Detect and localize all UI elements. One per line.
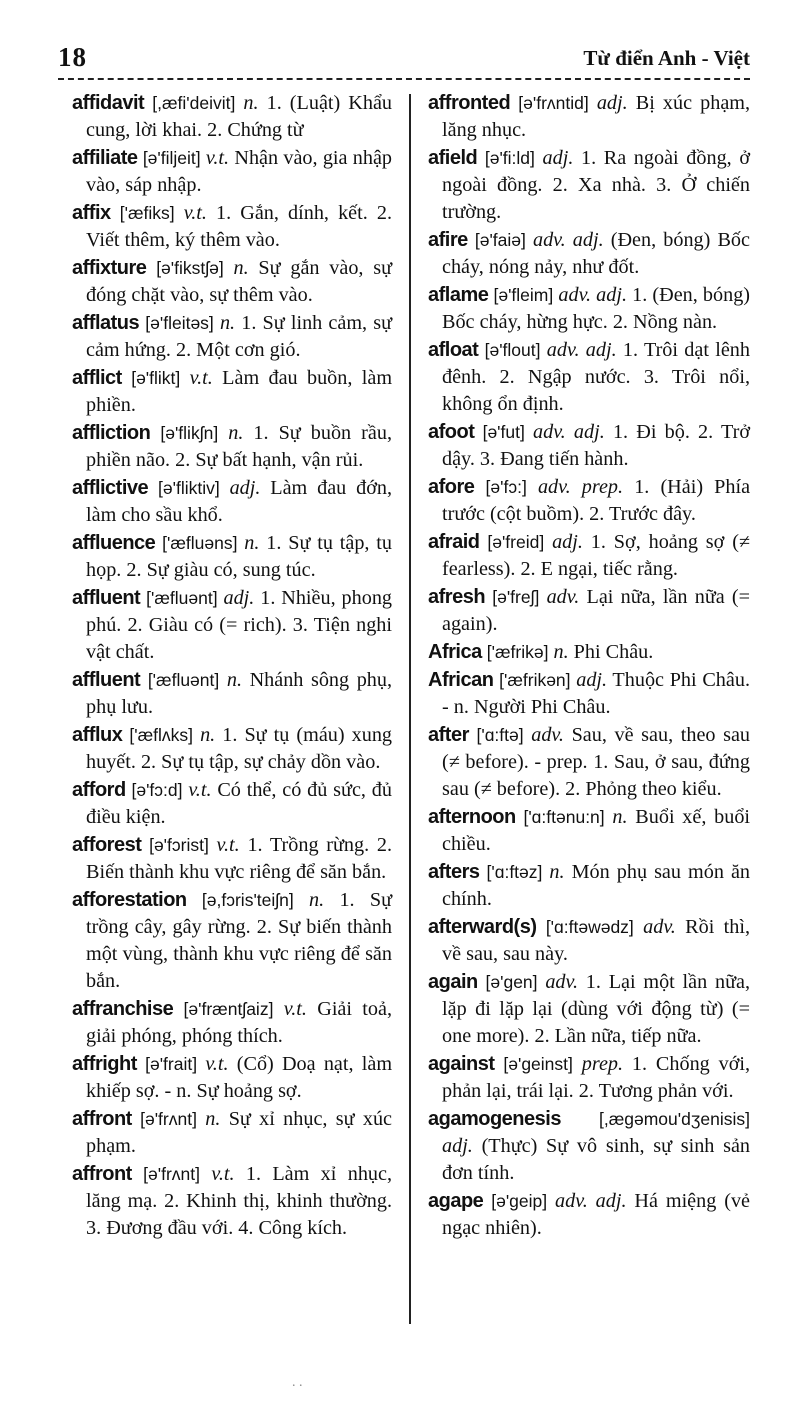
- definition: Sự gắn vào, sự đóng chặt vào, sự thêm vào.: [86, 257, 393, 306]
- headword: affliction: [72, 422, 151, 444]
- headword: Africa: [428, 641, 482, 663]
- part-of-speech: v.t.: [211, 1163, 235, 1185]
- part-of-speech: n.: [612, 806, 628, 828]
- part-of-speech: n.: [226, 669, 242, 691]
- definition: Há miệng (vẻ ngạc nhiên).: [442, 1190, 751, 1239]
- dictionary-entry: [428, 914, 750, 968]
- dictionary-entry: [72, 420, 392, 474]
- definition: 1. (Luật) Khẩu cung, lời khai. 2. Chứng từ: [86, 92, 393, 141]
- pronunciation: [ə'fi:ld]: [484, 148, 535, 168]
- running-head: Từ điển Anh - Việt: [583, 46, 750, 70]
- part-of-speech: adv.: [531, 724, 564, 746]
- pronunciation: [ə'fleim]: [493, 285, 554, 305]
- definition: Nhận vào, gia nhập vào, sáp nhập.: [86, 147, 393, 196]
- definition: 1. Sự trồng cây, gây rừng. 2. Sự biến thành một vùng, thành khu vực riêng để săn bắn.: [86, 889, 393, 992]
- pronunciation: ['ɑ:ftə]: [476, 725, 524, 745]
- definition: (Cổ) Doạ nạt, làm khiếp sợ. - n. Sự hoảng sợ.: [86, 1053, 393, 1102]
- definition: 1. Gắn, dính, kết. 2. Viết thêm, ký thêm vào.: [86, 202, 393, 251]
- part-of-speech: v.t.: [183, 202, 207, 224]
- definition: Phi Châu.: [573, 641, 654, 663]
- pronunciation: [ə'flout]: [484, 340, 541, 360]
- headword: affranchise: [72, 998, 174, 1020]
- dictionary-entry: [428, 639, 750, 666]
- definition: Giải toả, giải phóng, phóng thích.: [86, 998, 393, 1047]
- headword: agamogenesis: [428, 1108, 561, 1130]
- part-of-speech: n.: [309, 889, 325, 911]
- dictionary-entry: [428, 282, 750, 336]
- pronunciation: [ə'faiə]: [474, 230, 526, 250]
- dictionary-entry: [72, 777, 392, 831]
- headword: afflatus: [72, 312, 140, 334]
- dictionary-entry: [72, 832, 392, 886]
- dictionary-entry: [428, 529, 750, 583]
- part-of-speech: n.: [219, 312, 236, 334]
- part-of-speech: adv.: [545, 971, 579, 993]
- headword: afoot: [428, 421, 475, 443]
- headword: afters: [428, 861, 480, 883]
- part-of-speech: adv.: [546, 586, 580, 608]
- part-of-speech: n.: [549, 861, 565, 883]
- pronunciation: [ə'fɔ:]: [485, 477, 527, 497]
- pronunciation: [ə'flikʃn]: [160, 423, 219, 443]
- headword: afresh: [428, 586, 486, 608]
- column-divider: [409, 94, 411, 1324]
- definition: Bị xúc phạm, lăng nhục.: [442, 92, 751, 141]
- dictionary-entry: [428, 804, 750, 858]
- headword: afield: [428, 147, 478, 169]
- pronunciation: [,æfi'deivit]: [152, 93, 236, 113]
- headword: aflame: [428, 284, 489, 306]
- pronunciation: [ə'gen]: [485, 972, 538, 992]
- headword: afford: [72, 779, 126, 801]
- definition: 1. Chống với, phản lại, trái lại. 2. Tương phản với.: [442, 1053, 751, 1102]
- pronunciation: ['æfluənt]: [146, 588, 218, 608]
- part-of-speech: v.t.: [205, 147, 230, 169]
- pronunciation: [ə'geip]: [491, 1191, 548, 1211]
- definition: Món phụ sau món ăn chính.: [442, 861, 750, 910]
- headword: affront: [72, 1108, 132, 1130]
- headword: afforest: [72, 834, 142, 856]
- pronunciation: [ə'fɔrist]: [149, 835, 209, 855]
- pronunciation: [ə'freʃ]: [492, 587, 540, 607]
- headword: afloat: [428, 339, 479, 361]
- definition: 1. Đi bộ. 2. Trở dậy. 3. Đang tiến hành.: [442, 421, 751, 470]
- pronunciation: [ə'fliktiv]: [158, 478, 220, 498]
- dictionary-entry: [428, 667, 750, 721]
- dictionary-entry: [428, 419, 750, 473]
- dictionary-entry: [428, 1188, 750, 1242]
- definition: 1. Trồng rừng. 2. Biến thành khu vực riêng để săn bắn.: [86, 834, 393, 883]
- part-of-speech: adj.: [542, 147, 574, 169]
- right-column: [428, 90, 750, 1341]
- dictionary-entry: [428, 1106, 750, 1187]
- pronunciation: [ə'fut]: [482, 422, 525, 442]
- definition: 1. Nhiều, phong phú. 2. Giàu có (= rich). 3. Tiện nghi vật chất.: [86, 587, 393, 663]
- dictionary-entry: [72, 475, 392, 529]
- dictionary-entry: [72, 1161, 392, 1242]
- pronunciation: [ə'fɔ:d]: [131, 780, 183, 800]
- pronunciation: [ə'flikt]: [131, 368, 181, 388]
- headword: afraid: [428, 531, 480, 553]
- definition: Sau, về sau, theo sau (≠ before). - prep. 1. Sau, ở sau, đứng sau (≠ before). 2. Phỏng theo kiểu.: [442, 724, 751, 800]
- pronunciation: ['ɑ:ftəwədz]: [545, 917, 634, 937]
- part-of-speech: adv. adj.: [533, 421, 605, 443]
- headword: afforestation: [72, 889, 187, 911]
- part-of-speech: n.: [553, 641, 569, 663]
- definition: (Đen, bóng) Bốc cháy, nóng nảy, như đốt.: [442, 229, 750, 278]
- headword: affidavit: [72, 92, 145, 114]
- definition: 1. Trôi dạt lênh đênh. 2. Ngập nước. 3. Trôi nổi, không ổn định.: [442, 339, 750, 415]
- pronunciation: ['æfrikən]: [499, 670, 571, 690]
- definition: Làm đau đớn, làm cho sầu khổ.: [86, 477, 393, 526]
- headword: affixture: [72, 257, 147, 279]
- dictionary-entry: [72, 145, 392, 199]
- definition: 1. (Hải) Phía trước (cột buồm). 2. Trước đây.: [442, 476, 751, 525]
- dictionary-entry: [428, 90, 750, 144]
- part-of-speech: n.: [244, 532, 260, 554]
- definition: Buổi xế, buổi chiều.: [442, 806, 751, 855]
- definition: 1. Sự tụ (máu) xung huyết. 2. Sự tụ tập, sự chảy dồn vào.: [86, 724, 393, 773]
- part-of-speech: adv. adj.: [555, 1190, 627, 1212]
- definition: 1. Sự buồn rầu, phiền não. 2. Sự bất hạnh, vận rủi.: [86, 422, 392, 471]
- definition: 1. (Đen, bóng) Bốc cháy, hừng hực. 2. Nồng nàn.: [442, 284, 751, 333]
- dictionary-entry: [72, 530, 392, 584]
- dictionary-entry: [428, 859, 750, 913]
- headword: afflict: [72, 367, 122, 389]
- headword: afore: [428, 476, 475, 498]
- left-column: [72, 90, 392, 1341]
- headword: afire: [428, 229, 468, 251]
- headword: affluent: [72, 669, 141, 691]
- pronunciation: ['æfrikə]: [486, 642, 549, 662]
- headword: afternoon: [428, 806, 516, 828]
- pronunciation: [ə'frait]: [145, 1054, 198, 1074]
- dictionary-entry: [72, 1051, 392, 1105]
- dictionary-entry: [428, 145, 750, 226]
- pronunciation: ['æfiks]: [119, 203, 175, 223]
- pronunciation: [ə'fikstʃə]: [156, 258, 224, 278]
- pronunciation: [,ægəmou'dʒenisis]: [598, 1109, 750, 1129]
- definition: 1. Lại một lần nữa, lặp đi lặp lại (dùng với động từ) (= one more). 2. Lần nữa, tiếp nữa.: [442, 971, 751, 1047]
- part-of-speech: v.t.: [283, 998, 307, 1020]
- dictionary-entry: [72, 365, 392, 419]
- pronunciation: [ə'fleitəs]: [145, 313, 214, 333]
- part-of-speech: n.: [243, 92, 259, 114]
- part-of-speech: n.: [205, 1108, 221, 1130]
- part-of-speech: n.: [233, 257, 249, 279]
- part-of-speech: adv. prep.: [537, 476, 624, 498]
- part-of-speech: adj.: [442, 1135, 473, 1157]
- part-of-speech: adj.: [229, 477, 261, 499]
- definition: Làm đau buồn, làm phiền.: [86, 367, 393, 416]
- definition: Thuộc Phi Châu. - n. Người Phi Châu.: [442, 669, 750, 718]
- pronunciation: [ə'freid]: [487, 532, 545, 552]
- headword: against: [428, 1053, 495, 1075]
- footer-marks: . .: [292, 1375, 303, 1390]
- definition: Nhánh sông phụ, phụ lưu.: [86, 669, 393, 718]
- dictionary-entry: [428, 722, 750, 803]
- pronunciation: ['æfluəns]: [162, 533, 238, 553]
- definition: Có thể, có đủ sức, đủ điều kiện.: [86, 779, 392, 828]
- pronunciation: [ə'fræntʃaiz]: [183, 999, 274, 1019]
- pronunciation: [ə'filjeit]: [142, 148, 201, 168]
- definition: 1. Ra ngoài đồng, ở ngoài đồng. 2. Xa nhà. 3. Ở chiến trường.: [442, 147, 751, 223]
- headword: agape: [428, 1190, 484, 1212]
- headword: affronted: [428, 92, 511, 114]
- definition: 1. Làm xỉ nhục, lăng mạ. 2. Khinh thị, khinh thường. 3. Đương đầu với. 4. Công kích.: [86, 1163, 393, 1239]
- dictionary-entry: [72, 310, 392, 364]
- pronunciation: ['æfluənt]: [147, 670, 220, 690]
- definition: Sự xỉ nhục, sự xúc phạm.: [86, 1108, 392, 1157]
- part-of-speech: adv.: [643, 916, 676, 938]
- definition: 1. Sự tụ tập, tụ họp. 2. Sự giàu có, sung túc.: [86, 532, 392, 581]
- dictionary-entry: [72, 585, 392, 666]
- part-of-speech: adj.: [596, 92, 628, 114]
- headword: again: [428, 971, 478, 993]
- page-number: 18: [58, 42, 87, 72]
- dictionary-entry: [72, 90, 392, 144]
- part-of-speech: adv. adj.: [558, 284, 628, 306]
- dictionary-entry: [72, 1106, 392, 1160]
- pronunciation: [ə,fɔris'teiʃn]: [201, 890, 294, 910]
- part-of-speech: adv. adj.: [532, 229, 604, 251]
- dictionary-entry: [72, 887, 392, 995]
- part-of-speech: adv. adj.: [546, 339, 617, 361]
- part-of-speech: adj.: [552, 531, 583, 553]
- headword: affluent: [72, 587, 141, 609]
- dictionary-entry: [428, 337, 750, 418]
- headword: after: [428, 724, 469, 746]
- definition: Rồi thì, về sau, sau này.: [442, 916, 751, 965]
- part-of-speech: adj.: [223, 587, 255, 609]
- dictionary-entry: [428, 474, 750, 528]
- dictionary-entry: [428, 227, 750, 281]
- headword: affront: [72, 1163, 132, 1185]
- part-of-speech: n.: [200, 724, 216, 746]
- dictionary-entry: [72, 200, 392, 254]
- part-of-speech: v.t.: [205, 1053, 229, 1075]
- dictionary-entry: [72, 722, 392, 776]
- dictionary-entry: [428, 1051, 750, 1105]
- pronunciation: ['ɑ:ftəz]: [486, 862, 543, 882]
- dictionary-entry: [428, 969, 750, 1050]
- headword: affright: [72, 1053, 137, 1075]
- dictionary-entry: [72, 667, 392, 721]
- part-of-speech: v.t.: [188, 779, 212, 801]
- pronunciation: [ə'frʌntid]: [518, 93, 589, 113]
- definition: 1. Sợ, hoảng sợ (≠ fearless). 2. E ngại, tiếc rằng.: [442, 531, 751, 580]
- headword: afterward(s): [428, 916, 537, 938]
- pronunciation: ['æflʌks]: [129, 725, 194, 745]
- pronunciation: [ə'frʌnt]: [143, 1164, 201, 1184]
- part-of-speech: adj.: [576, 669, 608, 691]
- dictionary-entry: [428, 584, 750, 638]
- headword: afflictive: [72, 477, 149, 499]
- pronunciation: [ə'geinst]: [503, 1054, 573, 1074]
- definition: 1. Sự linh cảm, sự cảm hứng. 2. Một cơn gió.: [86, 312, 393, 361]
- part-of-speech: n.: [228, 422, 244, 444]
- pronunciation: [ə'frʌnt]: [140, 1109, 197, 1129]
- headword: affix: [72, 202, 111, 224]
- headword: affiliate: [72, 147, 138, 169]
- headword: affluence: [72, 532, 156, 554]
- dictionary-entry: [72, 255, 392, 309]
- headword: afflux: [72, 724, 123, 746]
- pronunciation: ['ɑ:ftənu:n]: [523, 807, 605, 827]
- part-of-speech: v.t.: [216, 834, 240, 856]
- definition: Lại nữa, lần nữa (= again).: [442, 586, 751, 635]
- part-of-speech: v.t.: [189, 367, 213, 389]
- dictionary-entry: [72, 996, 392, 1050]
- page-header: [58, 38, 750, 80]
- headword: African: [428, 669, 494, 691]
- definition: (Thực) Sự vô sinh, sự sinh sản đơn tính.: [442, 1135, 750, 1184]
- part-of-speech: prep.: [581, 1053, 624, 1075]
